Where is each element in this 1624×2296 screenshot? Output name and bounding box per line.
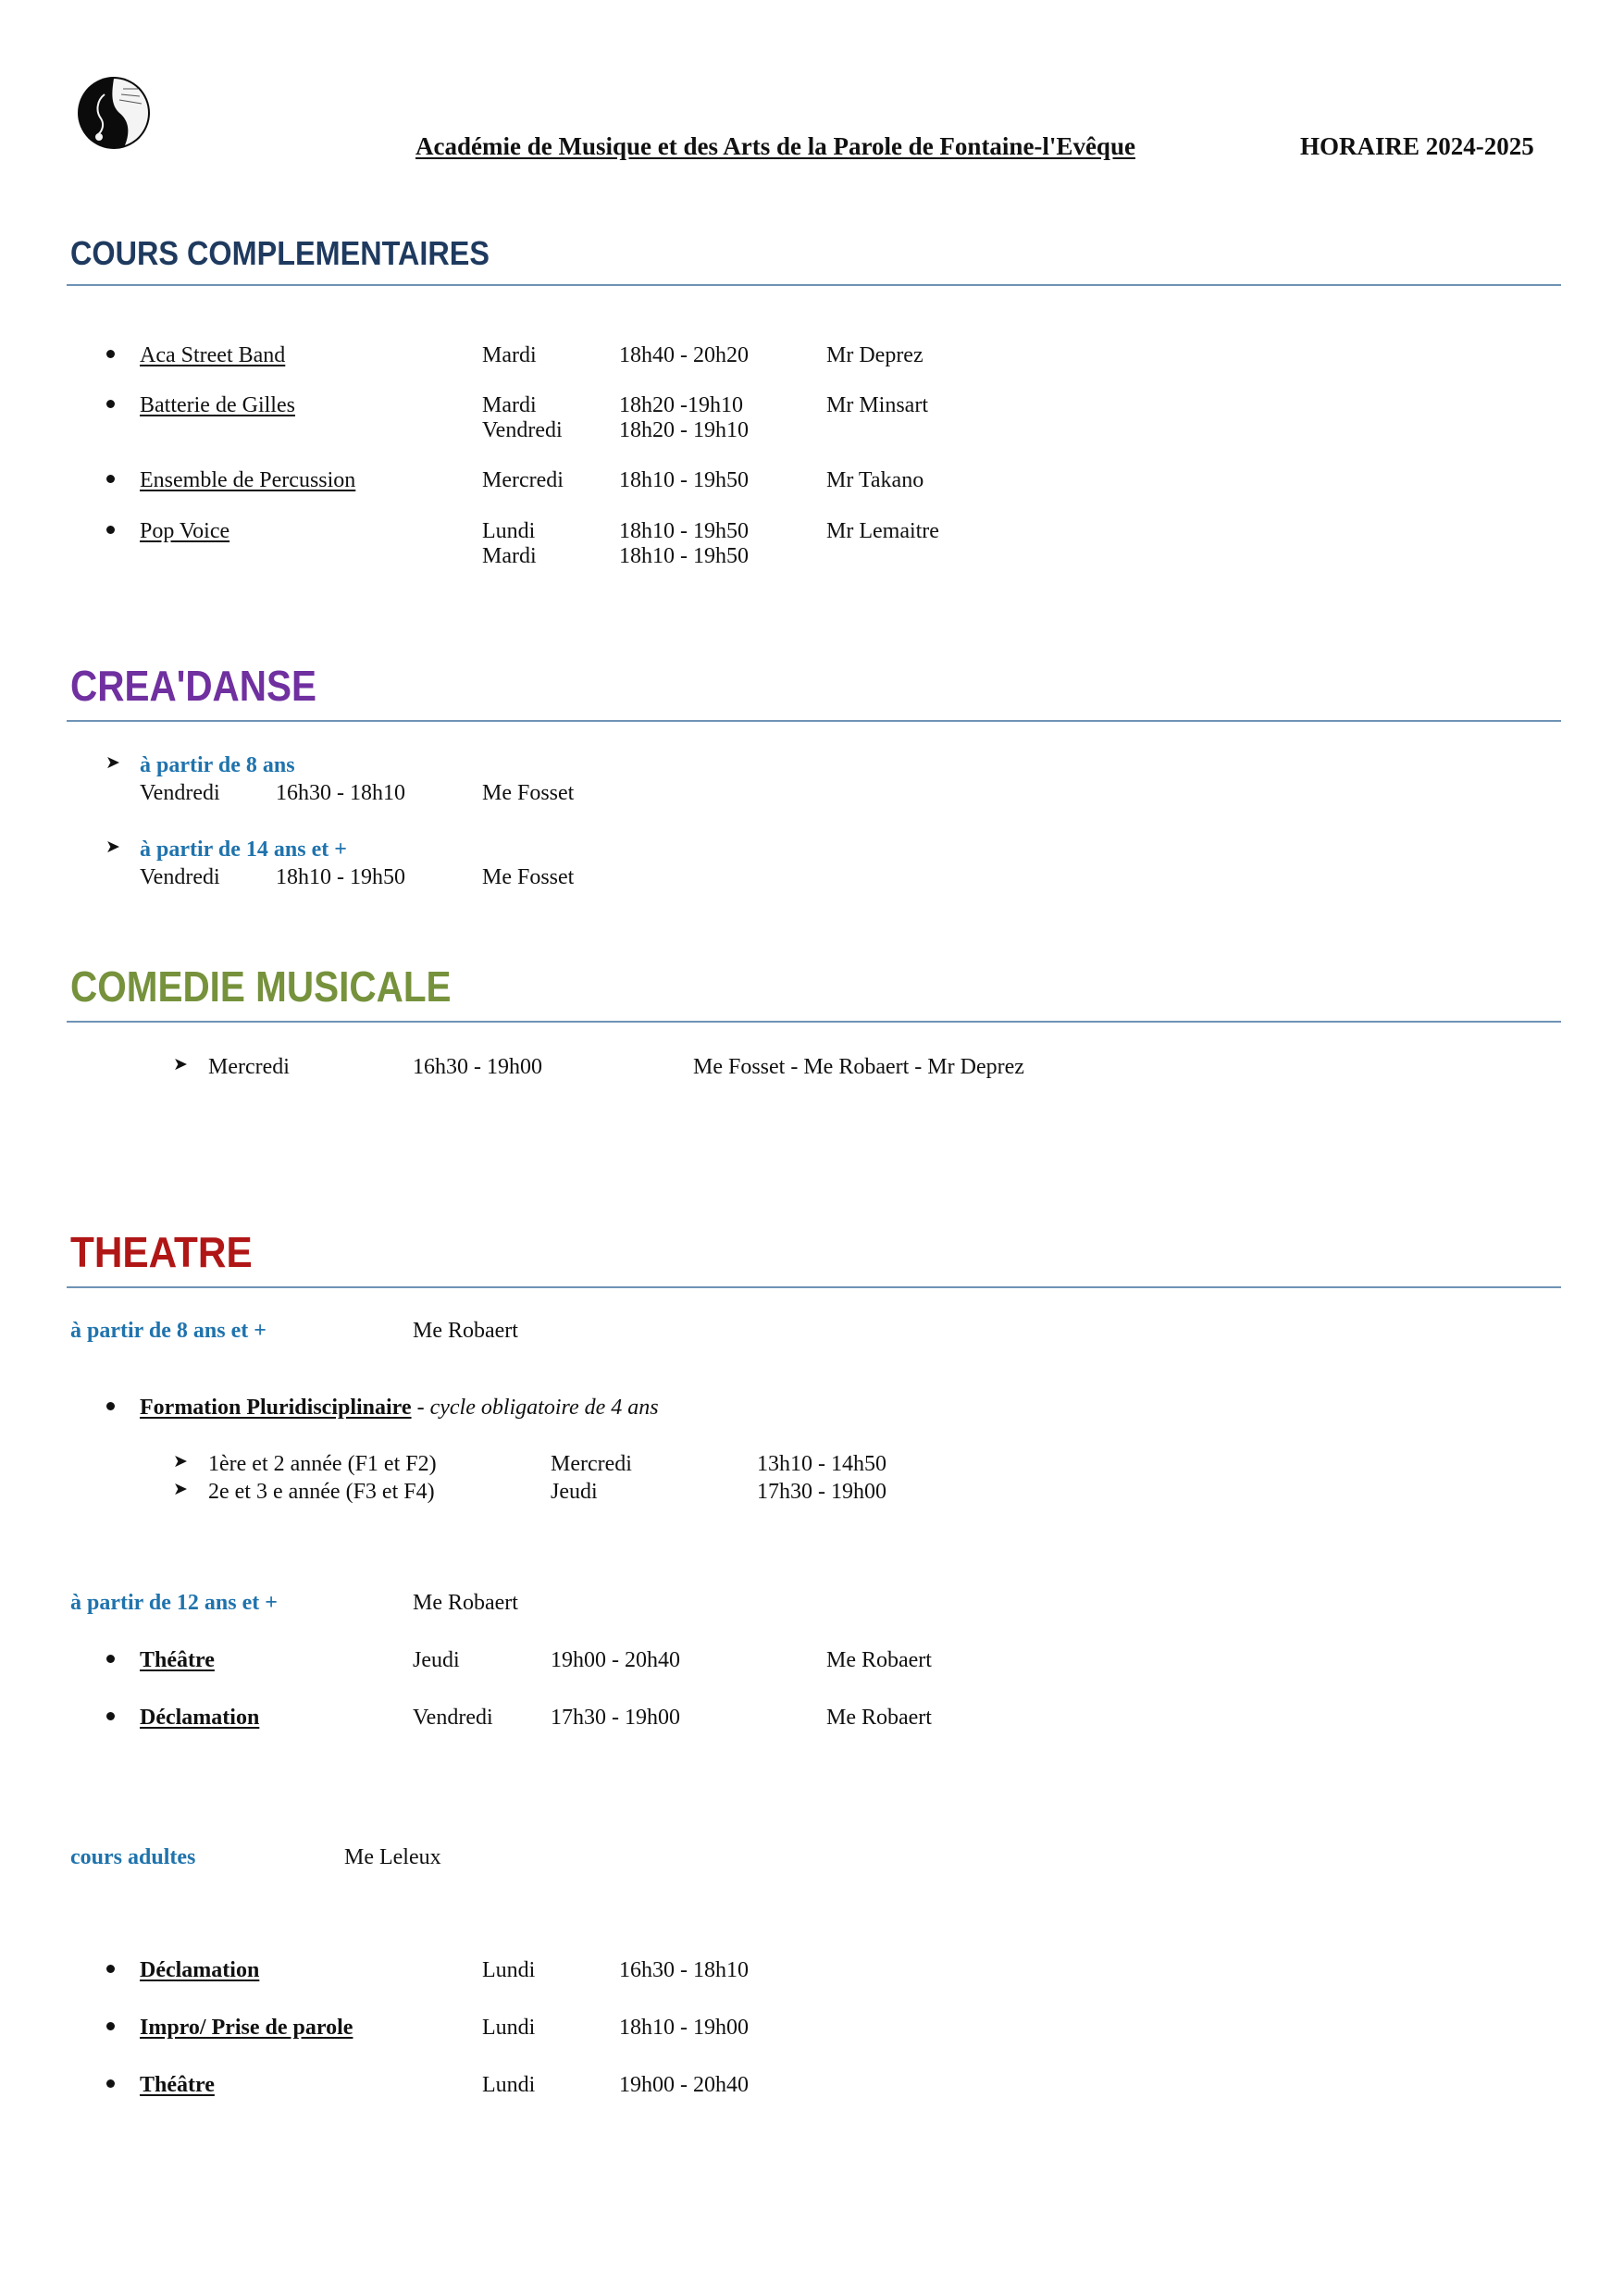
course-day: Lundi xyxy=(482,519,536,543)
course-name: Théâtre xyxy=(140,2073,215,2097)
class-day: Vendredi xyxy=(140,781,220,805)
bullet-icon xyxy=(106,1655,115,1663)
course-name: Déclamation xyxy=(140,1706,260,1730)
course-day: Lundi xyxy=(482,2073,536,2097)
formation-line: Formation Pluridisciplinaire - cycle obligatoire de 4 ans xyxy=(140,1396,659,1420)
section-rule xyxy=(67,1286,1561,1288)
arrow-bullet-icon: ➤ xyxy=(173,1055,188,1074)
academy-logo xyxy=(77,76,151,150)
section-rule xyxy=(67,720,1561,722)
course-name: Ensemble de Percussion xyxy=(140,468,356,492)
class-day: Jeudi xyxy=(551,1480,598,1504)
course-day: Vendredi xyxy=(482,418,563,442)
bullet-icon xyxy=(106,475,115,483)
section-heading-theatre: THEATRE xyxy=(70,1228,253,1276)
course-time: 18h20 - 19h10 xyxy=(619,418,749,442)
course-time: 18h10 - 19h00 xyxy=(619,2016,749,2040)
course-name: Impro/ Prise de parole xyxy=(140,2016,353,2040)
bullet-icon xyxy=(106,400,115,408)
course-time: 18h10 - 19h50 xyxy=(619,544,749,568)
course-day: Mardi xyxy=(482,343,537,367)
course-name: Batterie de Gilles xyxy=(140,393,295,417)
arrow-bullet-icon: ➤ xyxy=(173,1480,188,1499)
class-time: 17h30 - 19h00 xyxy=(757,1480,886,1504)
bullet-icon xyxy=(106,1965,115,1973)
group-teacher: Me Robaert xyxy=(413,1591,518,1615)
course-day: Mardi xyxy=(482,544,537,568)
course-teacher: Mr Lemaitre xyxy=(826,519,939,543)
year-label: 2e et 3 e année (F3 et F4) xyxy=(208,1480,435,1504)
class-day: Vendredi xyxy=(140,865,220,889)
age-group-label: à partir de 12 ans et + xyxy=(70,1591,278,1615)
header-title: Académie de Musique et des Arts de la Parole de Fontaine-l'Evêque xyxy=(415,132,1135,160)
course-name: Déclamation xyxy=(140,1958,260,1982)
bullet-icon xyxy=(106,350,115,358)
course-time: 18h10 - 19h50 xyxy=(619,519,749,543)
age-group-label: à partir de 8 ans et + xyxy=(70,1319,267,1343)
bullet-icon xyxy=(106,2022,115,2030)
class-day: Mercredi xyxy=(208,1055,290,1079)
course-day: Mardi xyxy=(482,393,537,417)
formation-name: Formation Pluridisciplinaire xyxy=(140,1396,412,1420)
course-time: 18h20 -19h10 xyxy=(619,393,743,417)
course-name: Théâtre xyxy=(140,1648,215,1672)
header-schedule-year: HORAIRE 2024-2025 xyxy=(1300,132,1534,160)
class-time: 13h10 - 14h50 xyxy=(757,1452,886,1476)
class-time: 16h30 - 19h00 xyxy=(413,1055,542,1079)
course-name: Aca Street Band xyxy=(140,343,286,367)
course-day: Lundi xyxy=(482,1958,536,1982)
course-time: 19h00 - 20h40 xyxy=(619,2073,749,2097)
formation-note: cycle obligatoire de 4 ans xyxy=(429,1396,659,1420)
section-heading-complementaires: COURS COMPLEMENTAIRES xyxy=(70,234,490,272)
section-heading-creadanse: CREA'DANSE xyxy=(70,662,317,710)
adults-teacher: Me Leleux xyxy=(344,1845,441,1869)
class-time: 16h30 - 18h10 xyxy=(276,781,405,805)
course-name: Pop Voice xyxy=(140,519,230,543)
section-rule xyxy=(67,1021,1561,1023)
bullet-icon xyxy=(106,1712,115,1720)
course-time: 16h30 - 18h10 xyxy=(619,1958,749,1982)
course-teacher: Mr Deprez xyxy=(826,343,924,367)
class-teacher: Me Fosset xyxy=(482,781,575,805)
course-teacher: Me Robaert xyxy=(826,1648,932,1672)
course-time: 17h30 - 19h00 xyxy=(551,1706,680,1730)
class-day: Mercredi xyxy=(551,1452,632,1476)
class-teachers: Me Fosset - Me Robaert - Mr Deprez xyxy=(693,1055,1024,1079)
bullet-icon xyxy=(106,526,115,534)
group-teacher: Me Robaert xyxy=(413,1319,518,1343)
course-day: Vendredi xyxy=(413,1706,493,1730)
age-group-label: à partir de 14 ans et + xyxy=(140,838,347,862)
adults-label: cours adultes xyxy=(70,1845,196,1869)
class-teacher: Me Fosset xyxy=(482,865,575,889)
year-label: 1ère et 2 année (F1 et F2) xyxy=(208,1452,437,1476)
bullet-icon xyxy=(106,2079,115,2088)
course-day: Jeudi xyxy=(413,1648,460,1672)
course-time: 19h00 - 20h40 xyxy=(551,1648,680,1672)
section-rule xyxy=(67,284,1561,286)
course-day: Lundi xyxy=(482,2016,536,2040)
course-teacher: Mr Minsart xyxy=(826,393,928,417)
course-teacher: Me Robaert xyxy=(826,1706,932,1730)
course-time: 18h10 - 19h50 xyxy=(619,468,749,492)
course-day: Mercredi xyxy=(482,468,564,492)
course-teacher: Mr Takano xyxy=(826,468,924,492)
arrow-bullet-icon: ➤ xyxy=(105,753,120,773)
section-heading-comedie: COMEDIE MUSICALE xyxy=(70,962,452,1011)
bullet-icon xyxy=(106,1402,115,1410)
class-time: 18h10 - 19h50 xyxy=(276,865,405,889)
course-time: 18h40 - 20h20 xyxy=(619,343,749,367)
age-group-label: à partir de 8 ans xyxy=(140,753,295,777)
arrow-bullet-icon: ➤ xyxy=(173,1452,188,1471)
arrow-bullet-icon: ➤ xyxy=(105,838,120,857)
